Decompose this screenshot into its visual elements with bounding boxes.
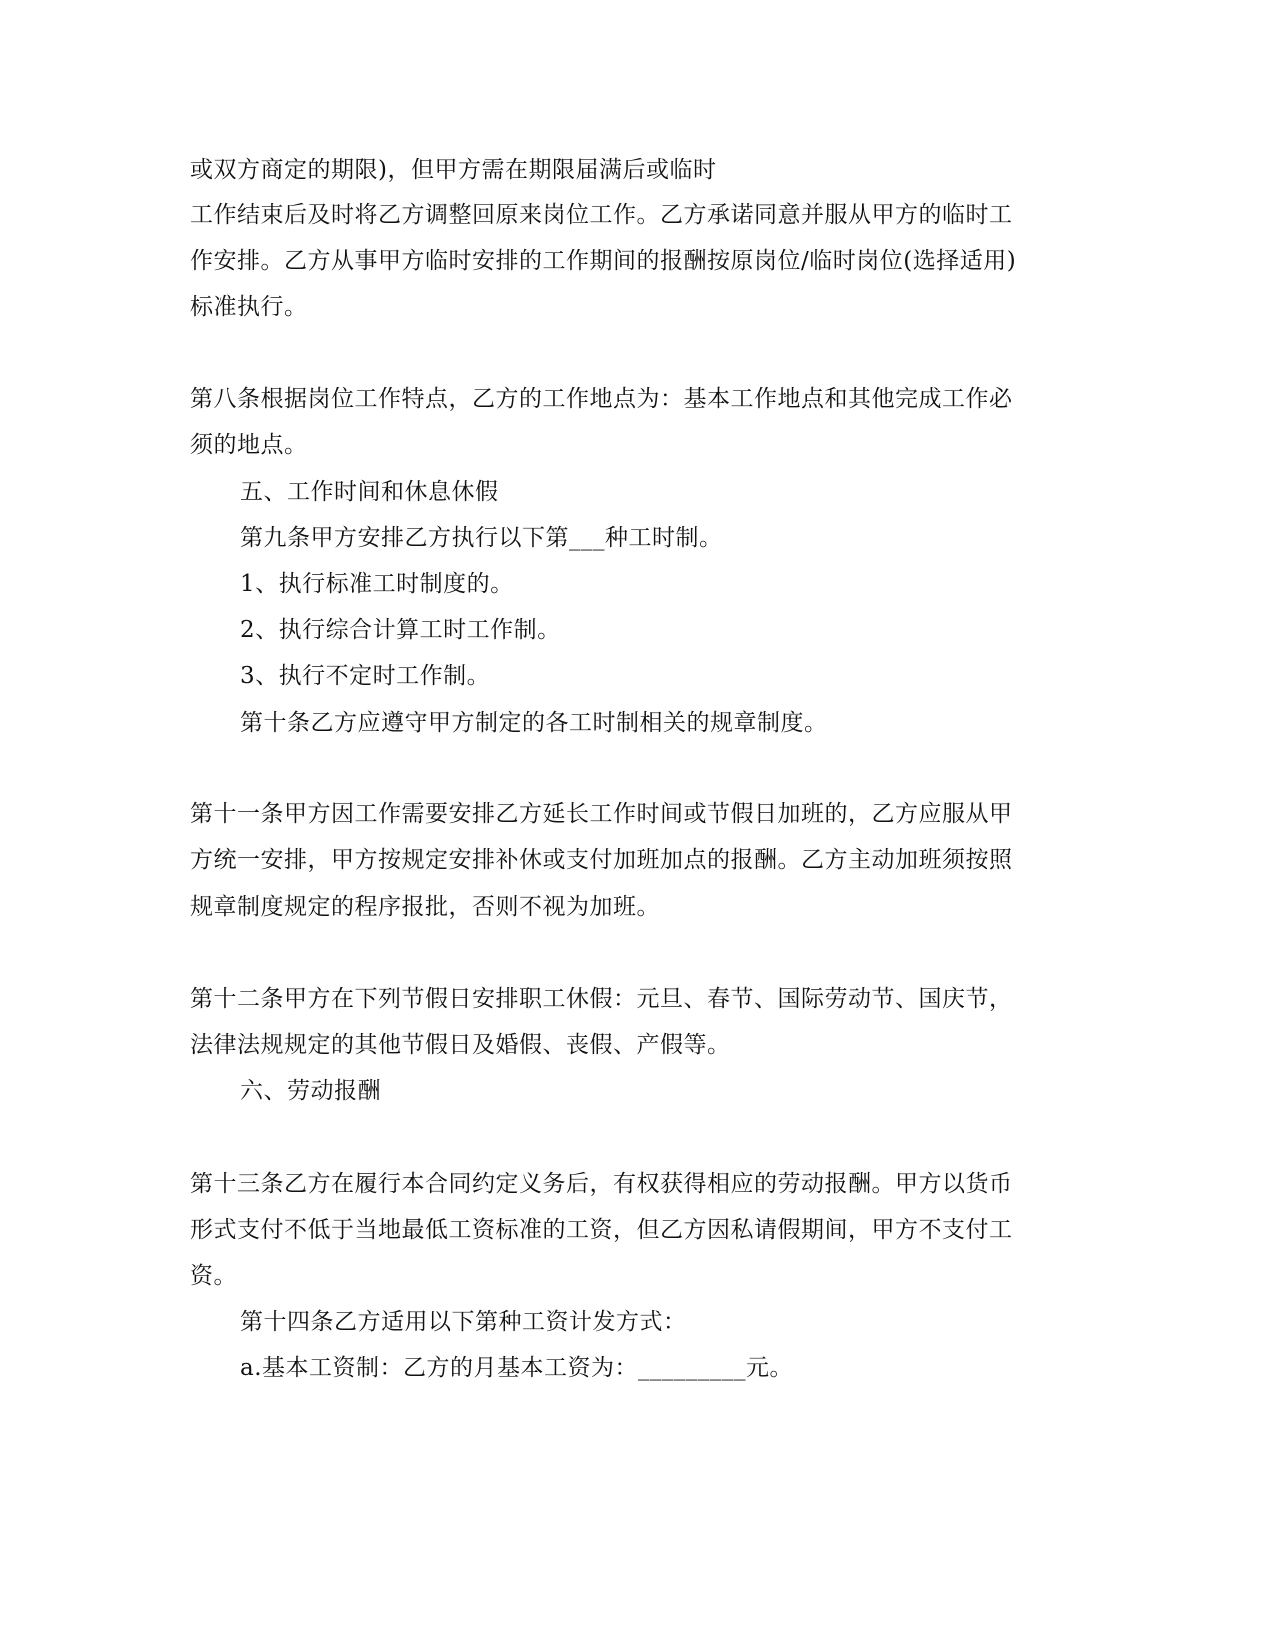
article-8-line: 须的地点。 <box>190 432 308 458</box>
text-line: 或双方商定的期限)，但甲方需在期限届满后或临时 <box>190 157 717 183</box>
article-14-line: 第十四条乙方适用以下第种工资计发方式： <box>240 1309 687 1335</box>
article-12-line: 法律法规规定的其他节假日及婚假、丧假、产假等。 <box>190 1032 731 1058</box>
list-item: a.基本工资制：乙方的月基本工资为：_________元。 <box>240 1355 794 1381</box>
article-13-line: 第十三条乙方在履行本合同约定义务后，有权获得相应的劳动报酬。甲方以货币 <box>190 1171 1013 1197</box>
article-11-line: 方统一安排，甲方按规定安排补休或支付加班加点的报酬。乙方主动加班须按照 <box>190 847 1013 873</box>
article-9-line: 第九条甲方安排乙方执行以下第___种工时制。 <box>240 525 723 551</box>
text-line: 作安排。乙方从事甲方临时安排的工作期间的报酬按原岗位/临时岗位(选择适用) <box>190 248 1017 274</box>
text-line: 标准执行。 <box>190 294 308 320</box>
list-item: 1、执行标准工时制度的。 <box>240 571 514 597</box>
article-13-line: 形式支付不低于当地最低工资标准的工资，但乙方因私请假期间，甲方不支付工 <box>190 1217 1013 1243</box>
section-heading: 五、工作时间和休息休假 <box>240 479 499 505</box>
section-heading: 六、劳动报酬 <box>240 1078 381 1104</box>
article-11-line: 第十一条甲方因工作需要安排乙方延长工作时间或节假日加班的，乙方应服从甲 <box>190 801 1013 827</box>
article-8-line: 第八条根据岗位工作特点，乙方的工作地点为：基本工作地点和其他完成工作必 <box>190 386 1013 412</box>
article-12-line: 第十二条甲方在下列节假日安排职工休假：元旦、春节、国际劳动节、国庆节， <box>190 986 1013 1012</box>
text-line: 工作结束后及时将乙方调整回原来岗位工作。乙方承诺同意并服从甲方的临时工 <box>190 202 1013 228</box>
article-10-line: 第十条乙方应遵守甲方制定的各工时制相关的规章制度。 <box>240 710 828 736</box>
article-11-line: 规章制度规定的程序报批，否则不视为加班。 <box>190 894 660 920</box>
article-13-line: 资。 <box>190 1263 237 1289</box>
list-item: 2、执行综合计算工时工作制。 <box>240 617 561 643</box>
list-item: 3、执行不定时工作制。 <box>240 663 491 689</box>
